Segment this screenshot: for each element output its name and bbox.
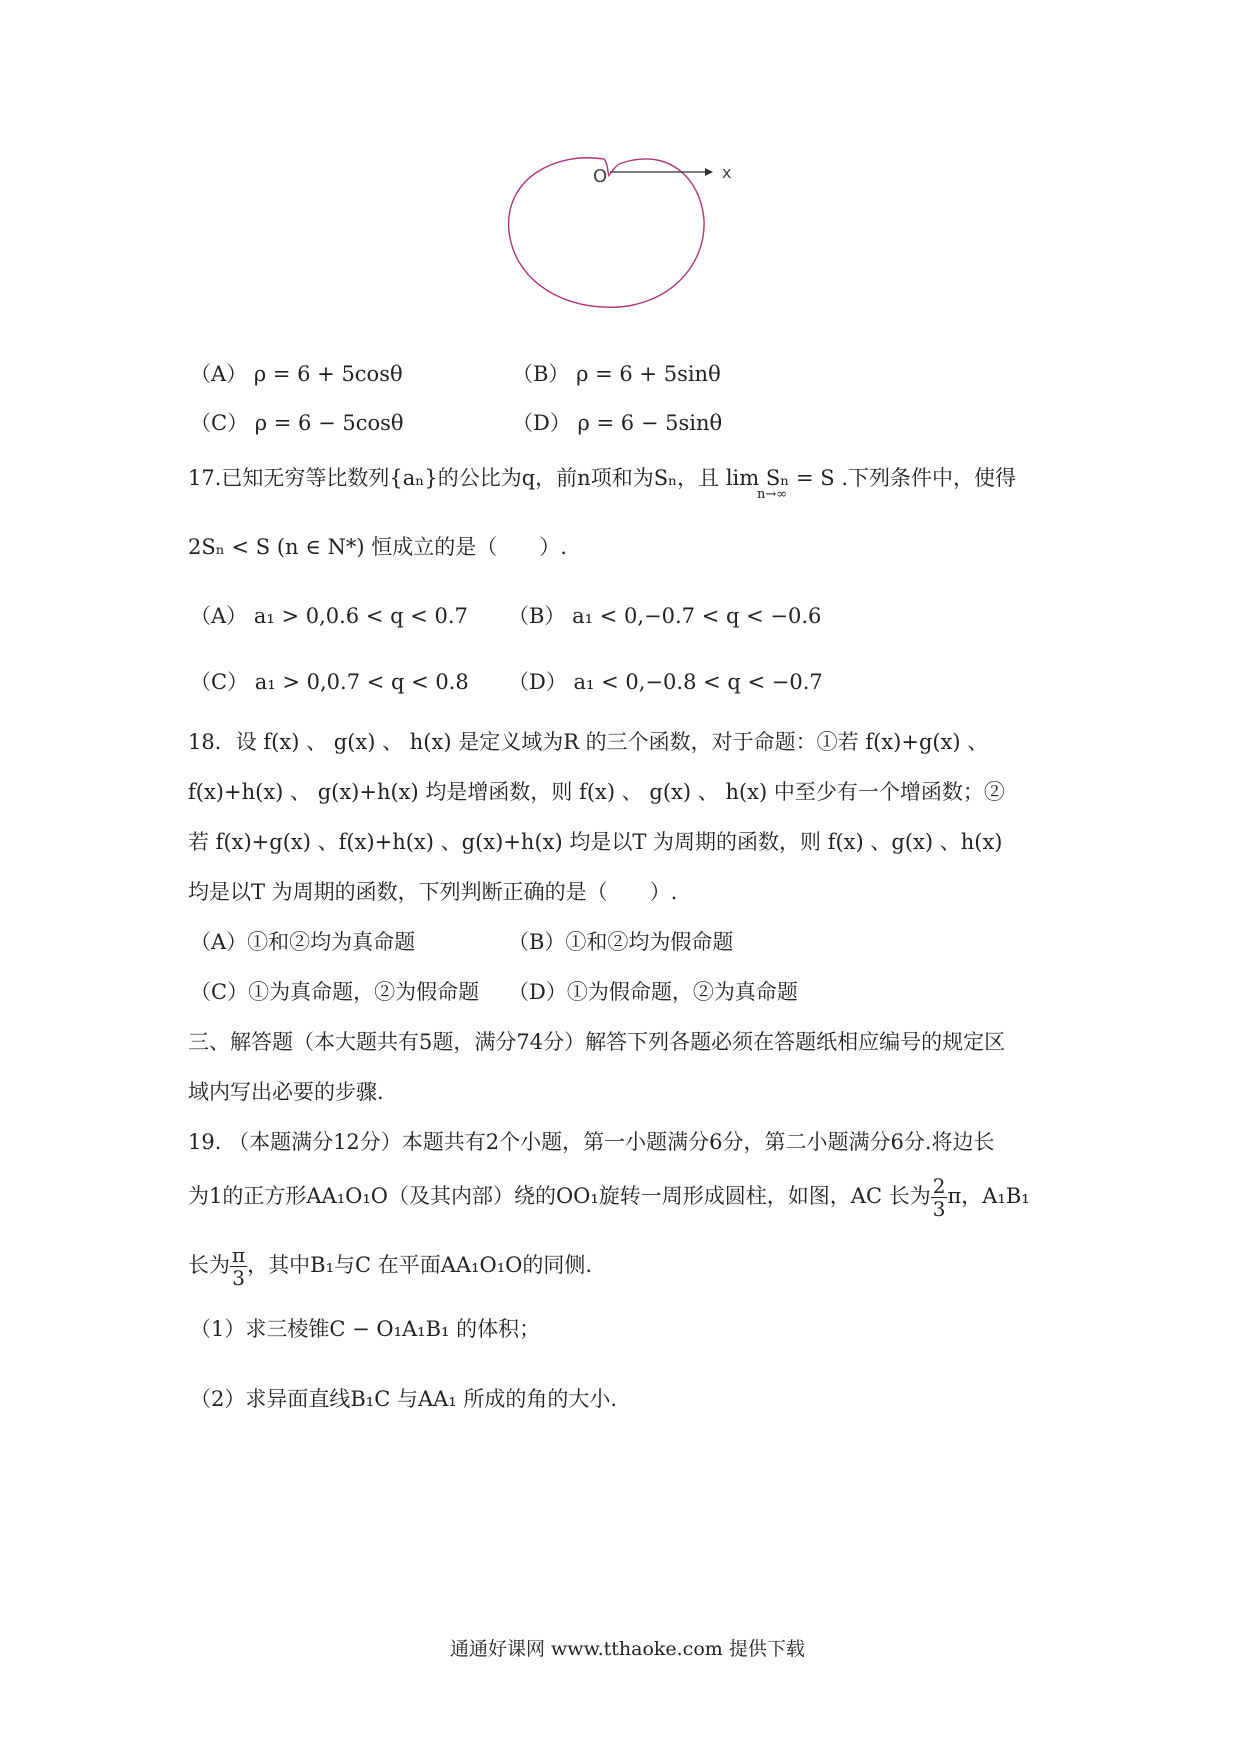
q18-stem-line1: 18．设 f(x) 、 g(x) 、 h(x) 是定义域为R 的三个函数，对于命题：①若 f(x)+g(x) 、: [188, 730, 989, 754]
q19-fraction1-numerator: 2: [932, 1174, 946, 1198]
q16-option-a: （A） ρ = 6 + 5cosθ: [190, 362, 403, 386]
q18-option-c: （C）①为真命题，②为假命题: [190, 980, 480, 1004]
q19-fraction1-denominator: 3: [932, 1197, 946, 1221]
q18-option-b: （B）①和②均为假命题: [508, 930, 734, 954]
q19-fraction2-numerator: π: [232, 1243, 246, 1267]
q17-option-b: （B） a₁ < 0,−0.7 < q < −0.6: [508, 604, 822, 628]
section3-heading-line1: 三、解答题（本大题共有5题，满分74分）解答下列各题必须在答题纸相应编号的规定区: [188, 1030, 1006, 1054]
footer-watermark: 通通好课网 www.tthaoke.com 提供下载: [450, 1638, 805, 1660]
q17-option-d: （D） a₁ < 0,−0.8 < q < −0.7: [508, 670, 823, 694]
q19-stem-line2: [188, 1168, 1030, 1224]
q19-part1: （1）求三棱锥C − O₁A₁B₁ 的体积；: [190, 1317, 541, 1341]
q17-limit-subscript: n→∞: [757, 487, 788, 502]
q19-stem-line3-text-a: 长为: [188, 1253, 230, 1277]
q18-option-a: （A）①和②均为真命题: [190, 930, 416, 954]
q19-stem-line2-text-a: 为1的正方形AA₁O₁O（及其内部）绕的OO₁旋转一周形成圆柱，如图，AC 长为: [188, 1184, 931, 1208]
q19-stem-line3: [188, 1237, 592, 1293]
q18-stem-line2: f(x)+h(x) 、 g(x)+h(x) 均是增函数，则 f(x) 、 g(x) 、 h(x) 中至少有一个增函数；②: [188, 780, 1005, 804]
section3-heading-line2: 域内写出必要的步骤.: [188, 1080, 384, 1104]
q16-option-b: （B） ρ = 6 + 5sinθ: [512, 362, 721, 386]
q18-stem-line4: 均是以T 为周期的函数，下列判断正确的是（ ）.: [188, 880, 678, 904]
q17-stem-line2: 2Sₙ < S (n ∈ N*) 恒成立的是（ ）.: [188, 535, 567, 559]
q18-stem-line3: 若 f(x)+g(x) 、f(x)+h(x) 、g(x)+h(x) 均是以T 为周期的函数，则 f(x) 、g(x) 、h(x): [188, 830, 1003, 854]
q19-part2: （2）求异面直线B₁C 与AA₁ 所成的角的大小.: [190, 1387, 618, 1411]
q17-option-a: （A） a₁ > 0,0.6 < q < 0.7: [190, 604, 468, 628]
polar-curve-figure: [500, 155, 740, 345]
q16-option-d: （D） ρ = 6 − 5sinθ: [512, 411, 723, 435]
q19-stem-line2-text-b: π，A₁B₁: [947, 1184, 1030, 1208]
q19-stem-line1: 19. （本题满分12分）本题共有2个小题，第一小题满分6分，第二小题满分6分.将边长: [188, 1130, 995, 1154]
origin-label: O: [593, 166, 608, 187]
q19-stem-line3-text-b: ，其中B₁与C 在平面AA₁O₁O的同侧.: [247, 1253, 593, 1277]
x-axis-arrowhead: [705, 168, 713, 176]
q18-option-d: （D）①为假命题，②为真命题: [508, 980, 798, 1004]
q19-fraction-two-thirds: [931, 1175, 948, 1220]
q19-fraction2-denominator: 3: [232, 1266, 245, 1290]
q16-option-c: （C） ρ = 6 − 5cosθ: [190, 411, 404, 435]
x-axis-label: x: [722, 163, 732, 182]
q17-option-c: （C） a₁ > 0,0.7 < q < 0.8: [190, 670, 469, 694]
q17-stem-line1: 17.已知无穷等比数列{aₙ}的公比为q，前n项和为Sₙ，且 lim Sₙ = S .下列条件中，使得: [188, 466, 1017, 490]
q19-fraction-pi-thirds: [230, 1244, 247, 1289]
